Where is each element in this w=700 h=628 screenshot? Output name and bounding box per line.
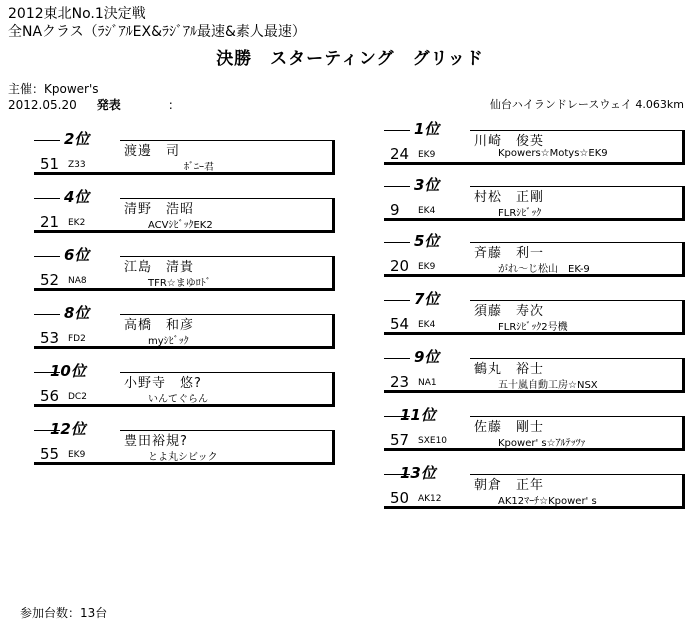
driver-name: 朝倉 正年 [474, 478, 545, 493]
grid-position: 1位 [414, 120, 440, 138]
grid-entry [34, 302, 334, 362]
car-number: 21 [40, 213, 60, 231]
driver-name: 小野寺 悠? [124, 376, 202, 391]
car-number: 57 [390, 431, 410, 449]
grid-entry [384, 346, 684, 406]
team-name: FLRｼﾋﾞｯｸ [498, 208, 542, 219]
driver-name: 村松 正剛 [474, 190, 545, 205]
car-number: 23 [390, 373, 410, 391]
driver-name: 清野 浩昭 [124, 202, 195, 217]
car-model: SXE10 [418, 436, 448, 446]
car-model: EK9 [418, 262, 436, 272]
car-number: 52 [40, 271, 60, 289]
grid-entry [34, 360, 334, 420]
grid-position: 6位 [64, 246, 90, 264]
organizer: 主催：Kpower's [8, 82, 99, 96]
car-number: 56 [40, 387, 60, 405]
car-model: EK9 [68, 450, 86, 460]
team-name: AK12ﾏｰﾁ☆Kpower' s [498, 496, 597, 507]
team-name: TFR☆まゆﾛﾄﾞ [148, 278, 211, 289]
car-number: 9 [390, 201, 400, 219]
team-name: Kpower' s☆ｱﾙﾃｯﾂｧ [498, 438, 586, 449]
grid-position: 3位 [414, 176, 440, 194]
car-model: AK12 [418, 494, 442, 504]
team-name: がれ～じ松山 EK-9 [498, 264, 590, 275]
announce-label: 発表 [96, 98, 121, 112]
grid-position: 13位 [400, 464, 436, 482]
car-number: 53 [40, 329, 60, 347]
event-title: 2012東北No.1決定戦 [8, 6, 146, 22]
grid-entry [384, 404, 684, 464]
team-name: 五十嵐自動工房☆NSX [498, 380, 598, 391]
driver-name: 川崎 俊英 [474, 134, 545, 149]
grid-position: 5位 [414, 232, 440, 250]
entry-count: 参加台数：13台 [20, 606, 108, 620]
driver-name: 須藤 寿次 [474, 304, 545, 319]
car-model: DC2 [68, 392, 87, 402]
driver-name: 佐藤 剛士 [474, 420, 545, 435]
grid-entry [34, 186, 334, 246]
class-title: 全NAクラス（ﾗｼﾞｱﾙEX&ﾗｼﾞｱﾙ最速&素人最速） [8, 24, 306, 40]
car-number: 55 [40, 445, 60, 463]
car-model: FD2 [68, 334, 86, 344]
driver-name: 鶴丸 裕士 [474, 362, 545, 377]
car-number: 54 [390, 315, 410, 333]
car-number: 24 [390, 145, 410, 163]
grid-entry [384, 174, 684, 234]
car-model: Z33 [68, 160, 86, 170]
car-number: 20 [390, 257, 410, 275]
grid-position: 8位 [64, 304, 90, 322]
driver-name: 江島 清貴 [124, 260, 195, 275]
car-model: EK4 [418, 320, 436, 330]
driver-name: 豊田裕規? [124, 434, 188, 449]
car-model: EK2 [68, 218, 86, 228]
grid-position: 9位 [414, 348, 440, 366]
date: 2012.05.20 [8, 98, 77, 112]
driver-name: 斉藤 利一 [474, 246, 545, 261]
grid-position: 2位 [64, 130, 90, 148]
grid-position: 12位 [50, 420, 86, 438]
grid-position: 7位 [414, 290, 440, 308]
grid-entry [384, 230, 684, 290]
driver-name: 渡邊 司 [124, 144, 181, 159]
grid-position: 10位 [50, 362, 86, 380]
team-name: FLRｼﾋﾞｯｸ2号機 [498, 322, 568, 333]
team-name: Kpowers☆Motys☆EK9 [498, 148, 608, 159]
page-title: 決勝 スターティング グリッド [216, 49, 484, 69]
grid-position: 4位 [64, 188, 90, 206]
driver-name: 高橋 和彦 [124, 318, 195, 333]
date-line [8, 96, 173, 113]
car-model: NA8 [68, 276, 87, 286]
grid-entry [34, 418, 334, 478]
car-number: 50 [390, 489, 410, 507]
grid-entry [34, 128, 334, 188]
grid-entry [384, 118, 684, 178]
car-number: 51 [40, 155, 60, 173]
team-name: いんてぐらん [148, 394, 208, 405]
team-name: ACVｼﾋﾞｯｸEK2 [148, 220, 213, 231]
team-name: myｼﾋﾞｯｸ [148, 336, 189, 347]
grid-entry [384, 462, 684, 522]
car-model: EK4 [418, 206, 436, 216]
car-model: NA1 [418, 378, 437, 388]
announce-colon: : [168, 98, 173, 112]
venue: 仙台ハイランドレースウェイ 4.063km [489, 98, 684, 111]
team-name: ﾎﾞﾆｰ君 [184, 162, 214, 173]
grid-entry [34, 244, 334, 304]
team-name: とよ丸シビック [148, 452, 218, 463]
car-model: EK9 [418, 150, 436, 160]
grid-position: 11位 [400, 406, 436, 424]
grid-entry [384, 288, 684, 348]
